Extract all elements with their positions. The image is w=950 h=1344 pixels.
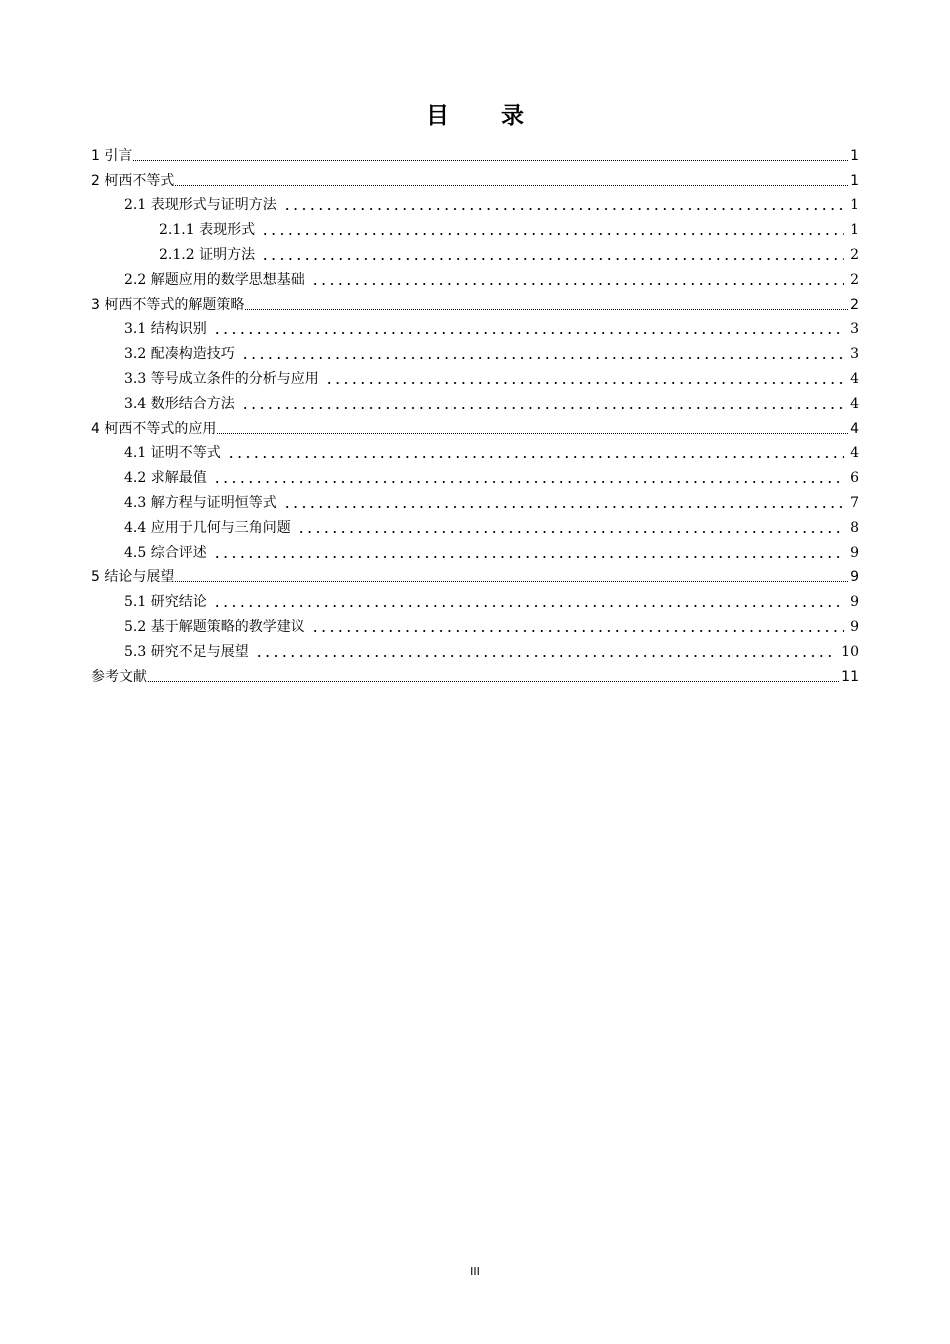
toc-entry[interactable]: [91, 637, 859, 662]
toc-dot-leader: [255, 655, 835, 657]
toc-entry-label: 4.4 应用于几何与三角问题: [124, 519, 291, 536]
toc-entry-label: 1 引言: [91, 147, 133, 164]
toc-dot-leader: [283, 506, 844, 508]
toc-entry[interactable]: [91, 513, 859, 538]
toc-entry[interactable]: [91, 315, 859, 340]
toc-dot-leader: [297, 531, 844, 533]
page-number: III: [470, 1265, 480, 1278]
toc-entry-page: 2: [850, 296, 859, 313]
toc-entry-page: 9: [850, 594, 859, 611]
toc-dot-leader: [311, 630, 844, 632]
toc-dot-leader: [241, 407, 844, 409]
toc-entry-label: 5 结论与展望: [91, 569, 175, 586]
toc-dot-leader: [245, 309, 848, 310]
toc-entry[interactable]: [91, 215, 859, 240]
toc-entry[interactable]: [91, 389, 859, 414]
toc-dot-leader: [311, 283, 844, 285]
toc-entry-page: 1: [850, 172, 859, 189]
toc-dot-leader: [133, 160, 848, 161]
toc-entry[interactable]: [91, 662, 859, 687]
table-of-contents: [91, 141, 859, 687]
toc-entry-page: 2: [850, 246, 859, 263]
toc-entry-label: 3.2 配凑构造技巧: [124, 346, 235, 363]
toc-entry-label: 4 柯西不等式的应用: [91, 420, 217, 437]
toc-entry-label: 3.4 数形结合方法: [124, 395, 235, 412]
toc-entry-page: 4: [850, 420, 859, 437]
toc-entry-label: 3.1 结构识别: [124, 321, 207, 338]
toc-dot-leader: [148, 681, 839, 682]
toc-entry-label: 4.5 综合评述: [124, 544, 207, 561]
toc-entry-page: 3: [850, 321, 859, 338]
toc-dot-leader: [261, 233, 844, 235]
toc-entry[interactable]: [91, 587, 859, 612]
toc-dot-leader: [261, 258, 844, 260]
toc-entry[interactable]: [91, 265, 859, 290]
toc-entry-label: 2.1.2 证明方法: [159, 246, 256, 263]
toc-entry-label: 5.2 基于解题策略的教学建议: [124, 618, 305, 635]
toc-entry-page: 11: [841, 668, 859, 685]
toc-entry-label: 4.2 求解最值: [124, 470, 207, 487]
toc-entry-page: 4: [850, 445, 859, 462]
toc-entry-label: 4.3 解方程与证明恒等式: [124, 494, 277, 511]
toc-entry-page: 2: [850, 271, 859, 288]
toc-entry-label: 4.1 证明不等式: [124, 445, 221, 462]
toc-entry-label: 2 柯西不等式: [91, 172, 175, 189]
toc-entry[interactable]: [91, 439, 859, 464]
toc-entry[interactable]: [91, 538, 859, 563]
toc-entry-page: 1: [850, 222, 859, 239]
toc-entry-page: 6: [850, 470, 859, 487]
toc-dot-leader: [213, 605, 844, 607]
page-title: 目 录: [425, 102, 546, 129]
toc-entry[interactable]: [91, 191, 859, 216]
toc-entry-page: 1: [850, 147, 859, 164]
toc-entry[interactable]: [91, 488, 859, 513]
toc-dot-leader: [241, 357, 844, 359]
toc-dot-leader: [175, 185, 848, 186]
toc-entry-page: 4: [850, 395, 859, 412]
toc-entry[interactable]: [91, 563, 859, 588]
toc-entry-page: 3: [850, 346, 859, 363]
toc-entry-label: 参考文献: [91, 668, 147, 685]
toc-entry-page: 9: [850, 569, 859, 586]
toc-entry-label: 2.1 表现形式与证明方法: [124, 197, 277, 214]
toc-entry[interactable]: [91, 240, 859, 265]
toc-entry-page: 9: [850, 544, 859, 561]
toc-entry-label: 2.2 解题应用的数学思想基础: [124, 271, 305, 288]
toc-dot-leader: [213, 332, 844, 334]
toc-entry-page: 8: [850, 519, 859, 536]
toc-entry[interactable]: [91, 339, 859, 364]
toc-entry-label: 3 柯西不等式的解题策略: [91, 296, 245, 313]
toc-dot-leader: [213, 481, 844, 483]
toc-entry-page: 1: [850, 197, 859, 214]
toc-entry[interactable]: [91, 141, 859, 166]
toc-entry[interactable]: [91, 414, 859, 439]
toc-entry-label: 2.1.1 表现形式: [159, 222, 256, 239]
toc-dot-leader: [283, 208, 844, 210]
toc-entry[interactable]: [91, 463, 859, 488]
toc-dot-leader: [325, 382, 844, 384]
toc-entry[interactable]: [91, 612, 859, 637]
toc-entry[interactable]: [91, 290, 859, 315]
toc-entry[interactable]: [91, 166, 859, 191]
toc-entry-label: 5.3 研究不足与展望: [124, 643, 249, 660]
toc-dot-leader: [175, 581, 848, 582]
toc-entry-page: 9: [850, 618, 859, 635]
toc-dot-leader: [213, 556, 844, 558]
toc-entry-label: 5.1 研究结论: [124, 594, 207, 611]
toc-dot-leader: [217, 433, 848, 434]
toc-entry-page: 4: [850, 370, 859, 387]
toc-entry[interactable]: [91, 364, 859, 389]
toc-entry-page: 10: [841, 643, 859, 660]
toc-entry-page: 7: [850, 494, 859, 511]
toc-entry-label: 3.3 等号成立条件的分析与应用: [124, 370, 319, 387]
toc-dot-leader: [227, 456, 844, 458]
